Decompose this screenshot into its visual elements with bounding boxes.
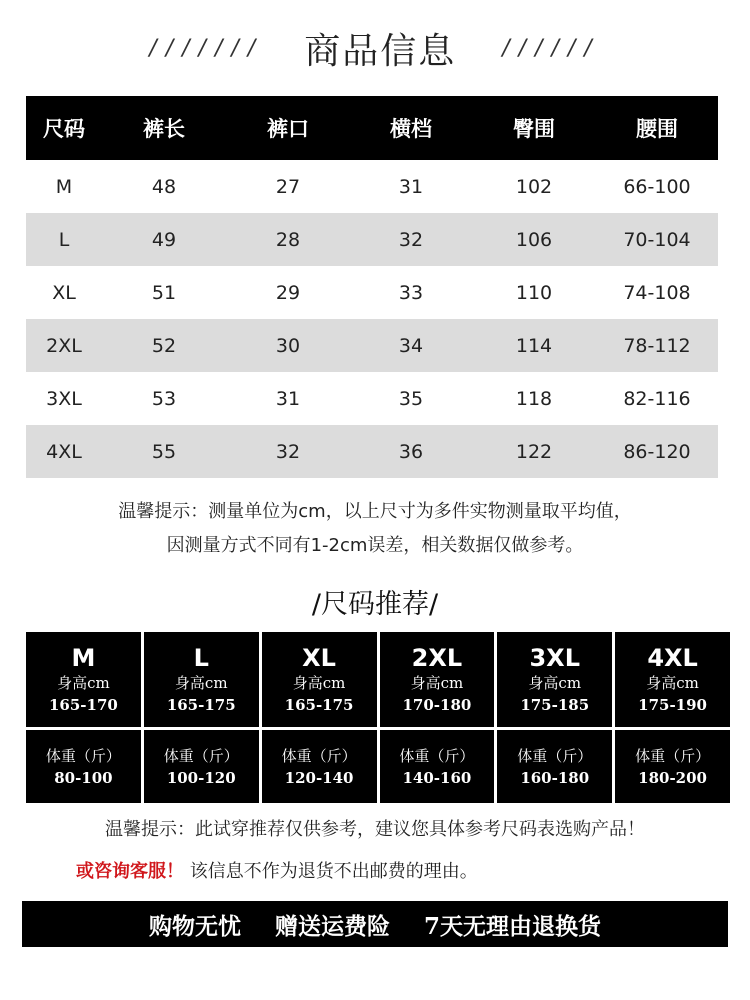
tryon-tip: 温馨提示：此试穿推荐仅供参考，建议您具体参考尺码表选购产品！ bbox=[105, 819, 645, 840]
recommend-height-range: 170-180 bbox=[402, 695, 472, 714]
cell-size: L bbox=[26, 213, 102, 266]
table-row bbox=[26, 266, 718, 319]
cell-thigh: 32 bbox=[350, 213, 472, 266]
recommend-weight-range: 80-100 bbox=[54, 768, 113, 787]
cell-size: 4XL bbox=[26, 425, 102, 478]
recommend-weight-cell bbox=[144, 730, 259, 803]
cell-hip: 118 bbox=[515, 387, 553, 410]
consult-disclaimer: 该信息不作为退货不出邮费的理由。 bbox=[189, 861, 478, 882]
column-header-hip: 臀围 bbox=[472, 96, 596, 160]
cell-length: 55 bbox=[102, 425, 226, 478]
cell-length: 51 bbox=[151, 281, 177, 304]
recommend-height-range: 165-170 bbox=[48, 695, 118, 714]
cell-hip: 102 bbox=[515, 175, 553, 198]
page-title: 商品信息 bbox=[304, 30, 457, 72]
recommend-weight-label: 体重（斤） bbox=[163, 746, 239, 765]
table-row bbox=[26, 372, 718, 425]
cell-size: 2XL bbox=[26, 319, 102, 372]
recommend-height-label: 身高cm bbox=[292, 673, 346, 692]
left-decoration: /////// bbox=[149, 35, 265, 61]
cell-waist: 78-112 bbox=[596, 319, 718, 372]
recommend-height-label: 身高cm bbox=[646, 673, 699, 692]
banner-item-shipping-insurance: 赠送运费险 bbox=[274, 912, 390, 940]
consult-service-text: 或咨询客服！ bbox=[76, 861, 184, 882]
cell-size: XL bbox=[52, 281, 76, 304]
table-row bbox=[26, 319, 718, 372]
cell-waist: 66-100 bbox=[623, 175, 691, 198]
recommend-size-label: 3XL bbox=[529, 643, 580, 672]
table-row bbox=[26, 160, 718, 213]
recommend-height-cell bbox=[144, 632, 259, 727]
cell-hem: 32 bbox=[226, 425, 350, 478]
cell-waist: 74-108 bbox=[623, 281, 691, 304]
column-header-thigh: 横档 bbox=[350, 96, 472, 160]
cell-length: 52 bbox=[102, 319, 226, 372]
recommend-height-label: 身高cm bbox=[57, 673, 110, 692]
cell-waist: 70-104 bbox=[596, 213, 718, 266]
recommend-weight-label: 体重（斤） bbox=[635, 746, 711, 765]
measurement-note-line1: 温馨提示：测量单位为cm，以上尺寸为多件实物测量取平均值， bbox=[118, 501, 632, 522]
recommend-weight-label: 体重（斤） bbox=[281, 746, 357, 765]
recommend-height-cell bbox=[615, 632, 730, 727]
recommend-weight-range: 180-200 bbox=[638, 768, 707, 787]
cell-waist: 86-120 bbox=[596, 425, 718, 478]
cell-hem: 27 bbox=[275, 175, 301, 198]
recommend-weight-cell bbox=[26, 730, 141, 803]
recommend-weight-label: 体重（斤） bbox=[517, 746, 593, 765]
recommend-height-cell bbox=[26, 632, 141, 727]
recommend-weight-range: 120-140 bbox=[284, 768, 354, 787]
recommend-height-cell bbox=[497, 632, 612, 727]
cell-hip: 110 bbox=[515, 281, 553, 304]
cell-length: 48 bbox=[151, 175, 177, 198]
service-banner bbox=[22, 901, 728, 947]
recommend-height-label: 身高cm bbox=[410, 673, 464, 692]
banner-item-worry-free: 购物无忧 bbox=[148, 912, 241, 940]
recommend-size-label: 2XL bbox=[411, 643, 463, 672]
recommend-size-label: L bbox=[193, 643, 209, 672]
recommend-height-range: 175-190 bbox=[638, 695, 707, 714]
recommend-height-range: 175-185 bbox=[520, 695, 590, 714]
banner-item-7day-return: 7天无理由退换货 bbox=[423, 912, 601, 940]
size-table bbox=[26, 96, 718, 478]
cell-hem: 29 bbox=[275, 281, 301, 304]
recommend-weight-label: 体重（斤） bbox=[399, 746, 475, 765]
cell-thigh: 35 bbox=[398, 387, 424, 410]
column-header-length: 裤长 bbox=[102, 96, 226, 160]
recommend-title: /尺码推荐/ bbox=[311, 589, 439, 620]
cell-size: M bbox=[55, 175, 73, 198]
recommend-size-label: M bbox=[71, 643, 96, 672]
cell-waist: 82-116 bbox=[623, 387, 691, 410]
measurement-note-line2: 因测量方式不同有1-2cm误差，相关数据仅做参考。 bbox=[166, 535, 584, 556]
table-row bbox=[26, 213, 718, 266]
size-table-header-row bbox=[26, 96, 718, 160]
cell-hem: 31 bbox=[275, 387, 301, 410]
right-decoration: ////// bbox=[502, 35, 601, 61]
cell-length: 53 bbox=[151, 387, 177, 410]
cell-hip: 122 bbox=[472, 425, 596, 478]
consult-note bbox=[76, 857, 478, 883]
cell-thigh: 33 bbox=[398, 281, 424, 304]
recommend-weight-range: 140-160 bbox=[402, 768, 472, 787]
table-row bbox=[26, 425, 718, 478]
recommend-height-label: 身高cm bbox=[528, 673, 582, 692]
column-header-size: 尺码 bbox=[26, 96, 102, 160]
recommend-height-range: 165-175 bbox=[166, 695, 236, 714]
column-header-hem: 裤口 bbox=[226, 96, 350, 160]
size-recommend-grid bbox=[26, 632, 730, 803]
cell-length: 49 bbox=[102, 213, 226, 266]
recommend-height-range: 165-175 bbox=[284, 695, 354, 714]
recommend-height-cell bbox=[262, 632, 377, 727]
cell-thigh: 31 bbox=[398, 175, 424, 198]
cell-thigh: 34 bbox=[350, 319, 472, 372]
recommend-weight-label: 体重（斤） bbox=[45, 746, 121, 765]
recommend-weight-range: 100-120 bbox=[166, 768, 236, 787]
cell-hem: 30 bbox=[226, 319, 350, 372]
column-header-waist: 腰围 bbox=[596, 96, 718, 160]
cell-hem: 28 bbox=[226, 213, 350, 266]
page-header bbox=[0, 18, 750, 78]
cell-thigh: 36 bbox=[350, 425, 472, 478]
cell-hip: 114 bbox=[472, 319, 596, 372]
recommend-size-label: XL bbox=[302, 643, 336, 672]
recommend-weight-cell bbox=[380, 730, 495, 803]
recommend-height-cell bbox=[380, 632, 495, 727]
recommend-weight-cell bbox=[497, 730, 612, 803]
recommend-size-label: 4XL bbox=[647, 643, 698, 672]
cell-size: 3XL bbox=[46, 387, 82, 410]
recommend-weight-range: 160-180 bbox=[520, 768, 590, 787]
recommend-weight-cell bbox=[615, 730, 730, 803]
cell-hip: 106 bbox=[472, 213, 596, 266]
recommend-height-label: 身高cm bbox=[174, 673, 228, 692]
recommend-weight-cell bbox=[262, 730, 377, 803]
